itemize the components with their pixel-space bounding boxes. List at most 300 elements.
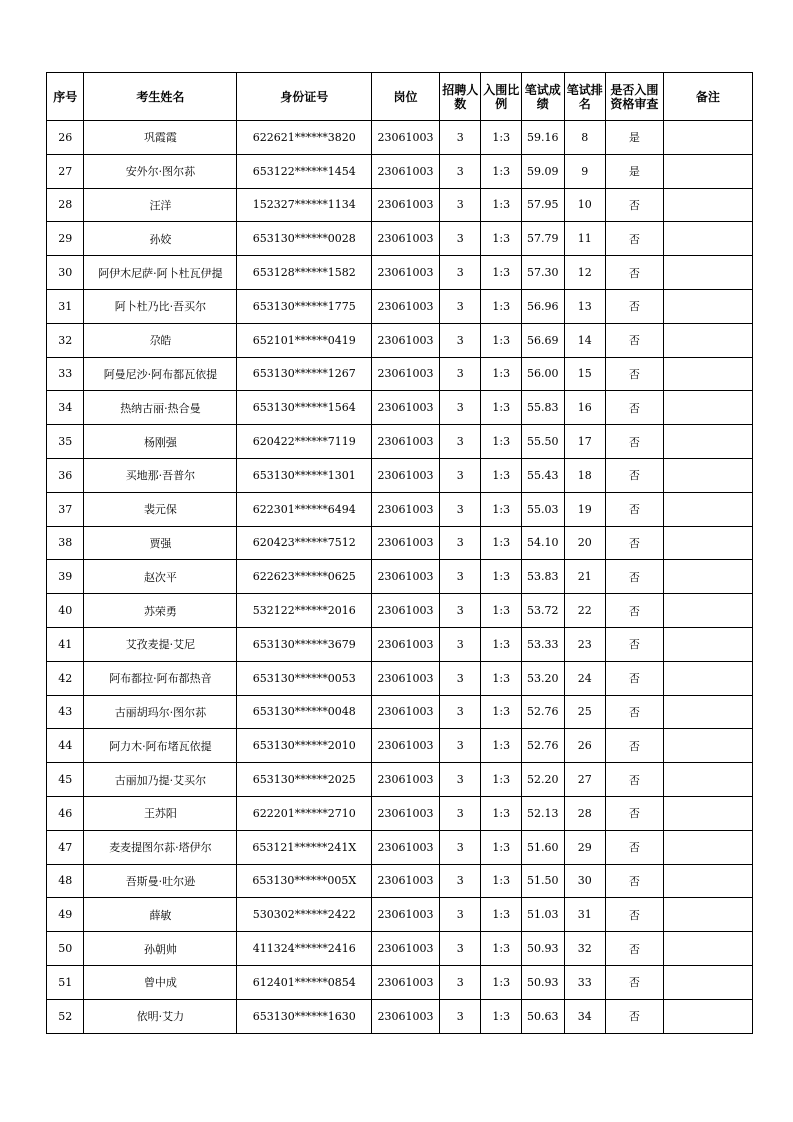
cell-quota: 3 (439, 830, 481, 864)
cell-qualified: 否 (606, 695, 664, 729)
cell-qualified: 否 (606, 763, 664, 797)
cell-name: 苏荣勇 (84, 594, 237, 628)
cell-id: 152327******1134 (237, 188, 372, 222)
cell-id: 622621******3820 (237, 121, 372, 155)
cell-name: 贾强 (84, 526, 237, 560)
table-row (47, 830, 753, 864)
cell-ratio: 1:3 (481, 695, 522, 729)
cell-name: 孙朝帅 (84, 932, 237, 966)
cell-ratio: 1:3 (481, 526, 522, 560)
cell-score: 54.10 (522, 526, 565, 560)
cell-quota: 3 (439, 763, 481, 797)
cell-id: 653121******241X (237, 830, 372, 864)
cell-qualified: 否 (606, 932, 664, 966)
cell-rank: 10 (564, 188, 606, 222)
cell-position: 23061003 (372, 256, 440, 290)
cell-id: 653130******2025 (237, 763, 372, 797)
table-row (47, 222, 753, 256)
cell-quota: 3 (439, 560, 481, 594)
cell-quota: 3 (439, 188, 481, 222)
cell-position: 23061003 (372, 492, 440, 526)
cell-ratio: 1:3 (481, 965, 522, 999)
cell-remark (663, 729, 752, 763)
cell-seq: 38 (47, 526, 84, 560)
cell-name: 汪洋 (84, 188, 237, 222)
cell-quota: 3 (439, 425, 481, 459)
table-row (47, 323, 753, 357)
table-row (47, 965, 753, 999)
cell-position: 23061003 (372, 323, 440, 357)
cell-rank: 18 (564, 458, 606, 492)
cell-id: 653130******0053 (237, 661, 372, 695)
cell-score: 56.96 (522, 289, 565, 323)
cell-quota: 3 (439, 999, 481, 1033)
cell-remark (663, 425, 752, 459)
cell-score: 57.30 (522, 256, 565, 290)
cell-ratio: 1:3 (481, 796, 522, 830)
table-row (47, 864, 753, 898)
cell-rank: 9 (564, 154, 606, 188)
cell-id: 653130******1267 (237, 357, 372, 391)
cell-remark (663, 830, 752, 864)
table-row (47, 357, 753, 391)
cell-score: 56.69 (522, 323, 565, 357)
table-row (47, 458, 753, 492)
cell-seq: 32 (47, 323, 84, 357)
header-remark: 备注 (663, 73, 752, 121)
cell-rank: 8 (564, 121, 606, 155)
cell-qualified: 否 (606, 661, 664, 695)
cell-rank: 32 (564, 932, 606, 966)
cell-quota: 3 (439, 965, 481, 999)
table-row (47, 425, 753, 459)
cell-quota: 3 (439, 661, 481, 695)
cell-name: 吾斯曼·吐尔逊 (84, 864, 237, 898)
cell-ratio: 1:3 (481, 661, 522, 695)
table-row (47, 256, 753, 290)
cell-position: 23061003 (372, 425, 440, 459)
cell-qualified: 否 (606, 256, 664, 290)
cell-ratio: 1:3 (481, 357, 522, 391)
cell-rank: 19 (564, 492, 606, 526)
header-ratio: 入围比例 (481, 73, 522, 121)
cell-name: 依明·艾力 (84, 999, 237, 1033)
cell-id: 653130******0028 (237, 222, 372, 256)
cell-ratio: 1:3 (481, 188, 522, 222)
cell-position: 23061003 (372, 121, 440, 155)
cell-ratio: 1:3 (481, 323, 522, 357)
cell-seq: 41 (47, 627, 84, 661)
cell-rank: 17 (564, 425, 606, 459)
cell-position: 23061003 (372, 458, 440, 492)
cell-id: 612401******0854 (237, 965, 372, 999)
cell-score: 53.20 (522, 661, 565, 695)
cell-id: 652101******0419 (237, 323, 372, 357)
cell-name: 古丽胡玛尔·图尔荪 (84, 695, 237, 729)
cell-id: 653130******1301 (237, 458, 372, 492)
cell-position: 23061003 (372, 560, 440, 594)
cell-score: 50.63 (522, 999, 565, 1033)
cell-name: 尕皓 (84, 323, 237, 357)
table-row (47, 729, 753, 763)
table-row (47, 492, 753, 526)
cell-qualified: 否 (606, 864, 664, 898)
cell-ratio: 1:3 (481, 830, 522, 864)
cell-position: 23061003 (372, 594, 440, 628)
cell-ratio: 1:3 (481, 289, 522, 323)
cell-ratio: 1:3 (481, 492, 522, 526)
cell-quota: 3 (439, 256, 481, 290)
cell-quota: 3 (439, 492, 481, 526)
cell-qualified: 否 (606, 357, 664, 391)
cell-score: 56.00 (522, 357, 565, 391)
cell-seq: 28 (47, 188, 84, 222)
cell-remark (663, 560, 752, 594)
cell-position: 23061003 (372, 965, 440, 999)
cell-quota: 3 (439, 357, 481, 391)
cell-seq: 33 (47, 357, 84, 391)
cell-qualified: 否 (606, 796, 664, 830)
cell-name: 杨刚强 (84, 425, 237, 459)
cell-quota: 3 (439, 695, 481, 729)
cell-qualified: 否 (606, 999, 664, 1033)
cell-position: 23061003 (372, 391, 440, 425)
cell-position: 23061003 (372, 830, 440, 864)
cell-seq: 35 (47, 425, 84, 459)
cell-qualified: 是 (606, 154, 664, 188)
cell-seq: 52 (47, 999, 84, 1033)
cell-seq: 45 (47, 763, 84, 797)
cell-score: 57.79 (522, 222, 565, 256)
cell-rank: 15 (564, 357, 606, 391)
cell-rank: 16 (564, 391, 606, 425)
cell-id: 653130******1564 (237, 391, 372, 425)
cell-seq: 37 (47, 492, 84, 526)
cell-seq: 51 (47, 965, 84, 999)
table-row (47, 763, 753, 797)
cell-qualified: 否 (606, 289, 664, 323)
cell-qualified: 否 (606, 458, 664, 492)
cell-position: 23061003 (372, 627, 440, 661)
cell-ratio: 1:3 (481, 121, 522, 155)
cell-name: 买地那·吾普尔 (84, 458, 237, 492)
cell-remark (663, 763, 752, 797)
cell-name: 热纳古丽·热合曼 (84, 391, 237, 425)
cell-position: 23061003 (372, 289, 440, 323)
cell-qualified: 否 (606, 965, 664, 999)
table-row (47, 999, 753, 1033)
cell-name: 裴元保 (84, 492, 237, 526)
cell-score: 53.83 (522, 560, 565, 594)
cell-qualified: 否 (606, 594, 664, 628)
cell-ratio: 1:3 (481, 763, 522, 797)
cell-id: 653128******1582 (237, 256, 372, 290)
cell-ratio: 1:3 (481, 458, 522, 492)
cell-seq: 48 (47, 864, 84, 898)
cell-quota: 3 (439, 154, 481, 188)
cell-rank: 27 (564, 763, 606, 797)
cell-quota: 3 (439, 323, 481, 357)
cell-rank: 28 (564, 796, 606, 830)
cell-rank: 14 (564, 323, 606, 357)
cell-rank: 31 (564, 898, 606, 932)
cell-name: 阿卜杜乃比·吾买尔 (84, 289, 237, 323)
cell-ratio: 1:3 (481, 932, 522, 966)
cell-name: 古丽加乃提·艾买尔 (84, 763, 237, 797)
table-row (47, 188, 753, 222)
cell-seq: 47 (47, 830, 84, 864)
cell-seq: 50 (47, 932, 84, 966)
cell-rank: 20 (564, 526, 606, 560)
cell-seq: 40 (47, 594, 84, 628)
cell-position: 23061003 (372, 763, 440, 797)
cell-rank: 34 (564, 999, 606, 1033)
cell-qualified: 否 (606, 492, 664, 526)
cell-qualified: 否 (606, 323, 664, 357)
cell-name: 王苏阳 (84, 796, 237, 830)
cell-score: 52.13 (522, 796, 565, 830)
header-score: 笔试成绩 (522, 73, 565, 121)
cell-remark (663, 898, 752, 932)
cell-id: 653130******2010 (237, 729, 372, 763)
cell-qualified: 否 (606, 729, 664, 763)
cell-qualified: 否 (606, 830, 664, 864)
header-rank: 笔试排名 (564, 73, 606, 121)
cell-quota: 3 (439, 289, 481, 323)
cell-score: 59.16 (522, 121, 565, 155)
cell-name: 阿布都拉·阿布都热音 (84, 661, 237, 695)
table-row (47, 526, 753, 560)
cell-qualified: 否 (606, 222, 664, 256)
cell-rank: 12 (564, 256, 606, 290)
cell-position: 23061003 (372, 357, 440, 391)
cell-rank: 29 (564, 830, 606, 864)
cell-seq: 42 (47, 661, 84, 695)
cell-position: 23061003 (372, 864, 440, 898)
cell-score: 52.76 (522, 729, 565, 763)
cell-quota: 3 (439, 864, 481, 898)
cell-quota: 3 (439, 796, 481, 830)
cell-seq: 46 (47, 796, 84, 830)
cell-position: 23061003 (372, 999, 440, 1033)
cell-position: 23061003 (372, 154, 440, 188)
cell-id: 653130******005X (237, 864, 372, 898)
cell-score: 51.03 (522, 898, 565, 932)
cell-score: 53.72 (522, 594, 565, 628)
cell-id: 653130******1775 (237, 289, 372, 323)
cell-quota: 3 (439, 391, 481, 425)
header-id: 身份证号 (237, 73, 372, 121)
cell-name: 阿力木·阿布堵瓦依提 (84, 729, 237, 763)
cell-score: 53.33 (522, 627, 565, 661)
cell-remark (663, 965, 752, 999)
cell-ratio: 1:3 (481, 391, 522, 425)
cell-ratio: 1:3 (481, 222, 522, 256)
cell-score: 52.20 (522, 763, 565, 797)
cell-remark (663, 323, 752, 357)
cell-ratio: 1:3 (481, 425, 522, 459)
cell-score: 50.93 (522, 965, 565, 999)
table-row (47, 661, 753, 695)
cell-id: 653130******1630 (237, 999, 372, 1033)
cell-remark (663, 594, 752, 628)
table-row (47, 627, 753, 661)
table-row (47, 796, 753, 830)
cell-remark (663, 188, 752, 222)
table-row (47, 121, 753, 155)
cell-score: 55.83 (522, 391, 565, 425)
cell-remark (663, 932, 752, 966)
cell-qualified: 否 (606, 526, 664, 560)
cell-name: 曾中成 (84, 965, 237, 999)
cell-rank: 22 (564, 594, 606, 628)
cell-id: 530302******2422 (237, 898, 372, 932)
cell-ratio: 1:3 (481, 898, 522, 932)
cell-qualified: 否 (606, 627, 664, 661)
cell-score: 52.76 (522, 695, 565, 729)
cell-quota: 3 (439, 627, 481, 661)
cell-position: 23061003 (372, 796, 440, 830)
cell-id: 532122******2016 (237, 594, 372, 628)
cell-remark (663, 458, 752, 492)
table-header-row (47, 73, 753, 121)
cell-remark (663, 256, 752, 290)
cell-id: 622301******6494 (237, 492, 372, 526)
cell-name: 赵次平 (84, 560, 237, 594)
cell-remark (663, 289, 752, 323)
candidate-table (46, 72, 753, 1034)
cell-position: 23061003 (372, 898, 440, 932)
cell-name: 阿伊木尼萨·阿卜杜瓦伊提 (84, 256, 237, 290)
cell-remark (663, 661, 752, 695)
cell-seq: 29 (47, 222, 84, 256)
cell-position: 23061003 (372, 695, 440, 729)
cell-rank: 30 (564, 864, 606, 898)
cell-position: 23061003 (372, 729, 440, 763)
cell-name: 巩霞霞 (84, 121, 237, 155)
cell-score: 51.50 (522, 864, 565, 898)
cell-remark (663, 864, 752, 898)
cell-seq: 43 (47, 695, 84, 729)
cell-rank: 33 (564, 965, 606, 999)
cell-position: 23061003 (372, 188, 440, 222)
cell-score: 55.43 (522, 458, 565, 492)
cell-quota: 3 (439, 898, 481, 932)
table-row (47, 154, 753, 188)
cell-score: 57.95 (522, 188, 565, 222)
cell-id: 653122******1454 (237, 154, 372, 188)
table-row (47, 289, 753, 323)
cell-rank: 25 (564, 695, 606, 729)
cell-ratio: 1:3 (481, 256, 522, 290)
cell-remark (663, 222, 752, 256)
cell-seq: 31 (47, 289, 84, 323)
cell-seq: 44 (47, 729, 84, 763)
cell-id: 411324******2416 (237, 932, 372, 966)
cell-name: 阿曼尼沙·阿布都瓦依提 (84, 357, 237, 391)
cell-qualified: 否 (606, 425, 664, 459)
cell-seq: 34 (47, 391, 84, 425)
cell-remark (663, 357, 752, 391)
cell-qualified: 否 (606, 560, 664, 594)
table-row (47, 560, 753, 594)
cell-quota: 3 (439, 729, 481, 763)
cell-quota: 3 (439, 594, 481, 628)
cell-remark (663, 492, 752, 526)
cell-ratio: 1:3 (481, 627, 522, 661)
cell-rank: 23 (564, 627, 606, 661)
cell-score: 50.93 (522, 932, 565, 966)
cell-seq: 49 (47, 898, 84, 932)
cell-name: 艾孜麦提·艾尼 (84, 627, 237, 661)
cell-remark (663, 627, 752, 661)
table-row (47, 932, 753, 966)
cell-seq: 30 (47, 256, 84, 290)
cell-id: 653130******0048 (237, 695, 372, 729)
cell-score: 55.03 (522, 492, 565, 526)
cell-name: 薛敏 (84, 898, 237, 932)
cell-seq: 27 (47, 154, 84, 188)
cell-quota: 3 (439, 932, 481, 966)
table-row (47, 695, 753, 729)
cell-id: 620422******7119 (237, 425, 372, 459)
cell-seq: 39 (47, 560, 84, 594)
cell-qualified: 是 (606, 121, 664, 155)
cell-rank: 13 (564, 289, 606, 323)
cell-score: 51.60 (522, 830, 565, 864)
cell-name: 麦麦提图尔荪·塔伊尔 (84, 830, 237, 864)
cell-remark (663, 999, 752, 1033)
cell-id: 620423******7512 (237, 526, 372, 560)
cell-remark (663, 121, 752, 155)
cell-score: 55.50 (522, 425, 565, 459)
cell-ratio: 1:3 (481, 864, 522, 898)
cell-seq: 36 (47, 458, 84, 492)
cell-remark (663, 526, 752, 560)
cell-quota: 3 (439, 458, 481, 492)
cell-id: 622201******2710 (237, 796, 372, 830)
header-name: 考生姓名 (84, 73, 237, 121)
cell-qualified: 否 (606, 898, 664, 932)
cell-quota: 3 (439, 526, 481, 560)
cell-ratio: 1:3 (481, 154, 522, 188)
table-row (47, 594, 753, 628)
cell-position: 23061003 (372, 932, 440, 966)
cell-qualified: 否 (606, 391, 664, 425)
table-row (47, 391, 753, 425)
cell-ratio: 1:3 (481, 729, 522, 763)
cell-rank: 11 (564, 222, 606, 256)
cell-ratio: 1:3 (481, 999, 522, 1033)
cell-rank: 26 (564, 729, 606, 763)
cell-qualified: 否 (606, 188, 664, 222)
cell-id: 622623******0625 (237, 560, 372, 594)
cell-seq: 26 (47, 121, 84, 155)
cell-position: 23061003 (372, 661, 440, 695)
table-row (47, 898, 753, 932)
cell-rank: 24 (564, 661, 606, 695)
header-seq: 序号 (47, 73, 84, 121)
cell-ratio: 1:3 (481, 560, 522, 594)
cell-position: 23061003 (372, 222, 440, 256)
cell-quota: 3 (439, 121, 481, 155)
cell-name: 安外尔·图尔荪 (84, 154, 237, 188)
cell-id: 653130******3679 (237, 627, 372, 661)
cell-name: 孙姣 (84, 222, 237, 256)
cell-remark (663, 154, 752, 188)
cell-score: 59.09 (522, 154, 565, 188)
cell-ratio: 1:3 (481, 594, 522, 628)
